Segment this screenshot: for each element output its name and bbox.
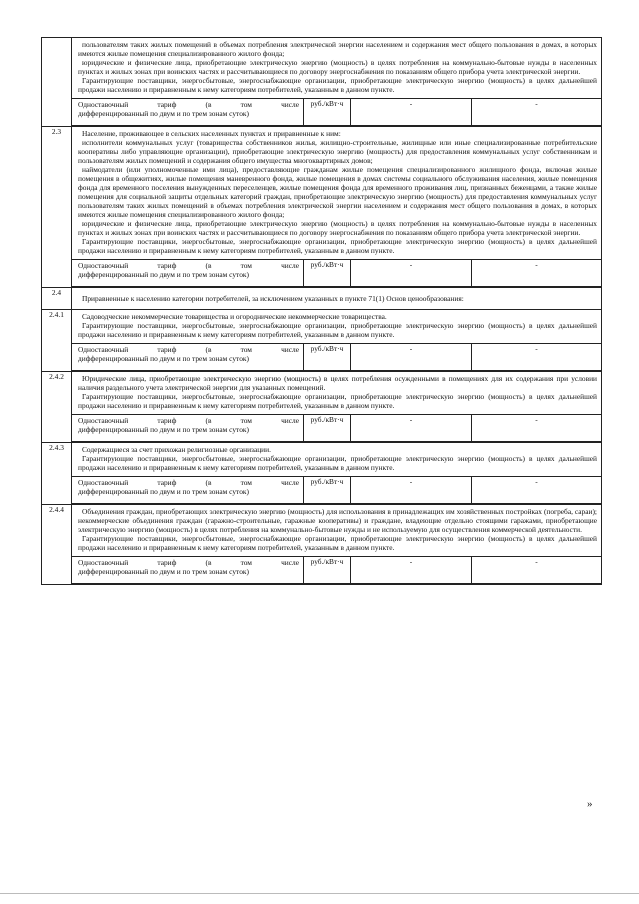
paragraph: Юридические лица, приобретающие электрическую энергию (мощность) в целях потребления осужденными в помещениях для их содержания при условии наличия раздельного учета электрической энергии для указанных помещений. xyxy=(78,374,597,392)
tariff-value-first-half: - xyxy=(351,99,472,126)
paragraph: Садоводческие некоммерческие товарищества и огороднические некоммерческие товарищества. xyxy=(82,312,387,321)
row-number: 2.4 xyxy=(42,288,72,310)
row-number xyxy=(42,38,72,127)
paragraph: Население, проживающее в сельских населенных пунктах и приравненные к ним: xyxy=(82,129,341,138)
table-row xyxy=(42,310,602,372)
tariff-value-first-half: - xyxy=(351,344,472,371)
paragraph: Гарантирующие поставщики, энергосбытовые, энергоснабжающие организации, приобретающие электрическую энергию (мощность) в целях дальнейшей продажи населению и приравненным к нему категориям потребителей, указанным в данном пункте. xyxy=(78,76,597,94)
tariff-unit: руб./кВт·ч xyxy=(304,260,351,287)
row-description xyxy=(72,372,601,412)
tariff-row xyxy=(72,260,601,287)
tariff-value-first-half: - xyxy=(351,415,472,442)
tariff-label xyxy=(72,99,304,126)
tariff-label-line-2: дифференцированный по двум и по трем зонам суток) xyxy=(78,109,249,118)
tariff-label-line-2: дифференцированный по двум и по трем зонам суток) xyxy=(78,270,249,279)
tariff-value-second-half: - xyxy=(472,99,602,126)
closing-quote: » xyxy=(587,798,593,810)
page-bottom-edge xyxy=(0,893,639,894)
row-number: 2.4.4 xyxy=(42,505,72,585)
row-description xyxy=(72,443,601,474)
tariff-subtable xyxy=(72,556,601,584)
tariff-subtable xyxy=(72,259,601,287)
tariff-label-line-2: дифференцированный по двум и по трем зонам суток) xyxy=(78,425,249,434)
tariff-label-line-1: Одноставочный тариф (в том числе xyxy=(78,558,299,567)
tariff-value-second-half: - xyxy=(472,415,602,442)
paragraph: пользователям таких жилых помещений в объемах потребления электрической энергии населением и содержания мест общего пользования в домах, в которых имеются жилые помещения специализированного жилого фонда; xyxy=(78,40,597,58)
tariff-row xyxy=(72,415,601,442)
tariff-subtable xyxy=(72,98,601,126)
tariff-unit: руб./кВт·ч xyxy=(304,557,351,584)
row-number: 2.4.1 xyxy=(42,310,72,372)
tariff-row xyxy=(72,477,601,504)
document-page xyxy=(41,37,601,585)
tariff-label-line-1: Одноставочный тариф (в том числе xyxy=(78,478,299,487)
tariff-row xyxy=(72,344,601,371)
tariff-label-line-2: дифференцированный по двум и по трем зонам суток) xyxy=(78,567,249,576)
table-row xyxy=(42,127,602,288)
row-number: 2.3 xyxy=(42,127,72,288)
row-description xyxy=(72,38,601,96)
tariff-row xyxy=(72,99,601,126)
row-content xyxy=(72,38,602,127)
row-content xyxy=(72,372,602,443)
table-row xyxy=(42,372,602,443)
row-description xyxy=(72,505,601,554)
paragraph: юридические и физические лица, приобретающие электрическую энергию (мощность) в целях потребления на коммунально-бытовые нужды в населенных пунктах и жилых зонах при воинских частях и рассчитывающиеся по договору энергоснабжения по показаниям общего прибора учета электрической энергии. xyxy=(78,58,597,76)
tariff-unit: руб./кВт·ч xyxy=(304,477,351,504)
tariff-subtable xyxy=(72,343,601,371)
paragraph: Гарантирующие поставщики, энергосбытовые, энергоснабжающие организации, приобретающие электрическую энергию (мощность) в целях дальнейшей продажи населению и приравненным к нему категориям потребителей, указанным в данном пункте. xyxy=(78,392,597,410)
paragraph: Гарантирующие поставщики, энергосбытовые, энергоснабжающие организации, приобретающие электрическую энергию (мощность) в целях дальнейшей продажи населению и приравненным к нему категориям потребителей, указанным в данном пункте. xyxy=(78,534,597,552)
row-number: 2.4.2 xyxy=(42,372,72,443)
paragraph: Объединения граждан, приобретающих электрическую энергию (мощность) для использования в принадлежащих им хозяйственных постройках (погреба, сараи); некоммерческие объединения граждан (гаражно-строительные, гаражные кооперативы) и граждане, владеющие отдельно стоящими гаражами, приобретающие электрическую энергию (мощность) в целях потребления на коммунально-бытовые нужды и не используемую для осуществления коммерческой деятельности. xyxy=(78,507,597,534)
tariff-unit: руб./кВт·ч xyxy=(304,99,351,126)
row-content xyxy=(72,505,602,585)
tariff-label-line-1: Одноставочный тариф (в том числе xyxy=(78,416,299,425)
tariff-value-first-half: - xyxy=(351,477,472,504)
tariff-label xyxy=(72,415,304,442)
tariff-value-first-half: - xyxy=(351,260,472,287)
paragraph: исполнители коммунальных услуг (товарищества собственников жилья, жилищно-строительные, жилищные или иные специализированные потребительские кооперативы либо управляющие организации), приобретающие электрическую энергию (мощность) для предоставления коммунальных услуг собственникам и пользователям жилых помещений и содержания общего имущества многоквартирных домов; xyxy=(78,138,597,165)
row-description xyxy=(72,310,601,341)
paragraph: наймодатели (или уполномоченные ими лица), предоставляющие гражданам жилые помещения специализированного жилищного фонда, включая жилые помещения в общежитиях, жилые помещения маневренного фонда, жилые помещения в домах системы социального обслуживания населения, жилые помещения фонда для временного поселения вынужденных переселенцев, жилые помещения фонда для временного проживания лиц, признанных беженцами, а также жилые помещения для социальной защиты отдельных категорий граждан, приобретающие электрическую энергию (мощность) для предоставления коммунальных услуг пользователям таких жилых помещений в объемах потребления электрической энергии населением и содержания мест общего пользования в домах, в которых имеются жилые помещения специализированного жилого фонда; xyxy=(78,165,597,219)
tariff-label xyxy=(72,477,304,504)
tariff-row xyxy=(72,557,601,584)
tariff-value-first-half: - xyxy=(351,557,472,584)
row-number: 2.4.3 xyxy=(42,443,72,505)
tariff-unit: руб./кВт·ч xyxy=(304,344,351,371)
row-content xyxy=(72,310,602,372)
paragraph: юридические и физические лица, приобретающие электрическую энергию (мощность) в целях потребления на коммунально-бытовые нужды в населенных пунктах и жилых зонах при воинских частях и рассчитывающиеся по договору энергоснабжения по показаниям общего прибора учета электрической энергии. xyxy=(78,219,597,237)
paragraph: Содержащиеся за счет прихожан религиозные организации. xyxy=(82,445,271,454)
row-content xyxy=(72,288,602,310)
tariff-label xyxy=(72,557,304,584)
tariff-label xyxy=(72,260,304,287)
table-row xyxy=(42,505,602,585)
tariff-value-second-half: - xyxy=(472,477,602,504)
tariff-label-line-1: Одноставочный тариф (в том числе xyxy=(78,100,299,109)
tariff-subtable xyxy=(72,414,601,442)
tariff-label-line-2: дифференцированный по двум и по трем зонам суток) xyxy=(78,354,249,363)
tariff-value-second-half: - xyxy=(472,344,602,371)
paragraph: Приравненные к населению категории потребителей, за исключением указанных в пункте 71(1) Основ ценообразования: xyxy=(82,294,464,303)
tariff-table xyxy=(41,37,602,585)
paragraph: Гарантирующие поставщики, энергосбытовые, энергоснабжающие организации, приобретающие электрическую энергию (мощность) в целях дальнейшей продажи населению и приравненным к нему категориям потребителей, указанным в данном пункте. xyxy=(78,321,597,339)
row-content xyxy=(72,127,602,288)
row-description xyxy=(72,127,601,257)
tariff-value-second-half: - xyxy=(472,260,602,287)
table-row xyxy=(42,38,602,127)
table-row xyxy=(42,443,602,505)
paragraph: Гарантирующие поставщики, энергосбытовые, энергоснабжающие организации, приобретающие электрическую энергию (мощность) в целях дальнейшей продажи населению и приравненным к нему категориям потребителей, указанным в данном пункте. xyxy=(78,237,597,255)
row-description xyxy=(72,288,601,309)
tariff-label-line-1: Одноставочный тариф (в том числе xyxy=(78,261,299,270)
row-content xyxy=(72,443,602,505)
tariff-label-line-1: Одноставочный тариф (в том числе xyxy=(78,345,299,354)
tariff-subtable xyxy=(72,476,601,504)
tariff-unit: руб./кВт·ч xyxy=(304,415,351,442)
table-row xyxy=(42,288,602,310)
paragraph: Гарантирующие поставщики, энергосбытовые, энергоснабжающие организации, приобретающие электрическую энергию (мощность) в целях дальнейшей продажи населению и приравненным к нему категориям потребителей, указанным в данном пункте. xyxy=(78,454,597,472)
tariff-label-line-2: дифференцированный по двум и по трем зонам суток) xyxy=(78,487,249,496)
tariff-value-second-half: - xyxy=(472,557,602,584)
tariff-label xyxy=(72,344,304,371)
